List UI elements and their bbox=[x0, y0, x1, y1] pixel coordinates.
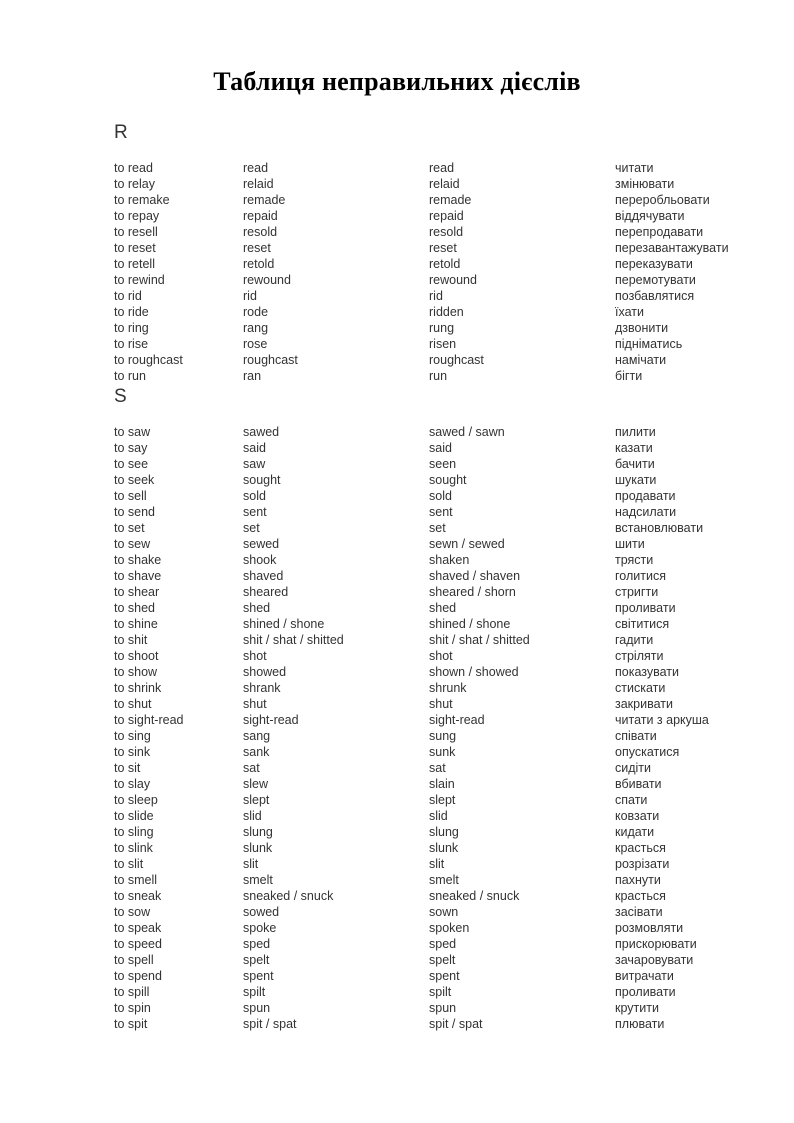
table-row bbox=[0, 696, 794, 712]
past-simple-cell: rang bbox=[243, 321, 269, 335]
past-simple-cell: rewound bbox=[243, 273, 291, 287]
past-simple-cell: resold bbox=[243, 225, 278, 239]
infinitive-cell: to send bbox=[114, 505, 156, 519]
translation-cell: закривати bbox=[615, 697, 673, 711]
past-participle-cell: slid bbox=[429, 809, 448, 823]
table-row bbox=[0, 568, 794, 584]
translation-cell: стискати bbox=[615, 681, 666, 695]
table-row bbox=[0, 936, 794, 952]
past-participle-cell: sheared / shorn bbox=[429, 585, 516, 599]
translation-cell: прискорювати bbox=[615, 937, 697, 951]
table-row bbox=[0, 336, 794, 352]
translation-cell: проливати bbox=[615, 601, 676, 615]
infinitive-cell: to retell bbox=[114, 257, 155, 271]
table-row bbox=[0, 456, 794, 472]
infinitive-cell: to sing bbox=[114, 729, 151, 743]
table-row bbox=[0, 488, 794, 504]
translation-cell: голитися bbox=[615, 569, 666, 583]
past-simple-cell: smelt bbox=[243, 873, 273, 887]
translation-cell: встановлювати bbox=[615, 521, 704, 535]
past-simple-cell: roughcast bbox=[243, 353, 298, 367]
translation-cell: підніматись bbox=[615, 337, 683, 351]
translation-cell: надсилати bbox=[615, 505, 677, 519]
past-participle-cell: relaid bbox=[429, 177, 460, 191]
past-participle-cell: retold bbox=[429, 257, 461, 271]
past-participle-cell: roughcast bbox=[429, 353, 484, 367]
translation-cell: витрачати bbox=[615, 969, 674, 983]
past-participle-cell: shined / shone bbox=[429, 617, 511, 631]
past-simple-cell: slit bbox=[243, 857, 259, 871]
table-row bbox=[0, 240, 794, 256]
translation-cell: розмовляти bbox=[615, 921, 684, 935]
translation-cell: намічати bbox=[615, 353, 667, 367]
table-row bbox=[0, 256, 794, 272]
past-participle-cell: risen bbox=[429, 337, 457, 351]
past-simple-cell: sped bbox=[243, 937, 271, 951]
past-simple-cell: shrank bbox=[243, 681, 281, 695]
translation-cell: сидіти bbox=[615, 761, 652, 775]
infinitive-cell: to smell bbox=[114, 873, 158, 887]
infinitive-cell: to roughcast bbox=[114, 353, 183, 367]
past-participle-cell: shaken bbox=[429, 553, 470, 567]
infinitive-cell: to sow bbox=[114, 905, 151, 919]
past-participle-cell: sold bbox=[429, 489, 452, 503]
infinitive-cell: to slay bbox=[114, 777, 151, 791]
infinitive-cell: to show bbox=[114, 665, 158, 679]
past-participle-cell: remade bbox=[429, 193, 472, 207]
table-row bbox=[0, 840, 794, 856]
infinitive-cell: to slink bbox=[114, 841, 153, 855]
translation-cell: позбавлятися bbox=[615, 289, 695, 303]
past-participle-cell: repaid bbox=[429, 209, 464, 223]
verb-table-s bbox=[0, 424, 794, 1032]
infinitive-cell: to spell bbox=[114, 953, 154, 967]
past-simple-cell: slung bbox=[243, 825, 273, 839]
past-participle-cell: sawed / sawn bbox=[429, 425, 505, 439]
translation-cell: переробльовати bbox=[615, 193, 710, 207]
infinitive-cell: to repay bbox=[114, 209, 160, 223]
table-row bbox=[0, 952, 794, 968]
infinitive-cell: to shrink bbox=[114, 681, 162, 695]
past-participle-cell: sought bbox=[429, 473, 467, 487]
past-participle-cell: spun bbox=[429, 1001, 457, 1015]
past-simple-cell: sought bbox=[243, 473, 281, 487]
past-participle-cell: sight-read bbox=[429, 713, 485, 727]
table-row bbox=[0, 520, 794, 536]
translation-cell: шити bbox=[615, 537, 645, 551]
past-participle-cell: set bbox=[429, 521, 446, 535]
infinitive-cell: to slide bbox=[114, 809, 154, 823]
translation-cell: вбивати bbox=[615, 777, 662, 791]
translation-cell: читати з аркуша bbox=[615, 713, 709, 727]
table-row bbox=[0, 664, 794, 680]
past-simple-cell: sank bbox=[243, 745, 270, 759]
past-participle-cell: rewound bbox=[429, 273, 477, 287]
infinitive-cell: to shit bbox=[114, 633, 148, 647]
past-participle-cell: reset bbox=[429, 241, 457, 255]
section-letter-s: S bbox=[114, 386, 127, 407]
past-participle-cell: spilt bbox=[429, 985, 452, 999]
translation-cell: їхати bbox=[615, 305, 644, 319]
infinitive-cell: to sit bbox=[114, 761, 141, 775]
past-participle-cell: shed bbox=[429, 601, 457, 615]
table-row bbox=[0, 904, 794, 920]
past-participle-cell: slung bbox=[429, 825, 459, 839]
table-row bbox=[0, 584, 794, 600]
table-row bbox=[0, 872, 794, 888]
past-simple-cell: shut bbox=[243, 697, 267, 711]
table-row bbox=[0, 472, 794, 488]
translation-cell: світитися bbox=[615, 617, 670, 631]
past-participle-cell: shrunk bbox=[429, 681, 467, 695]
translation-cell: кидати bbox=[615, 825, 655, 839]
table-row bbox=[0, 1016, 794, 1032]
past-participle-cell: sat bbox=[429, 761, 446, 775]
table-row bbox=[0, 632, 794, 648]
past-participle-cell: run bbox=[429, 369, 448, 383]
past-simple-cell: remade bbox=[243, 193, 286, 207]
page-title: Таблиця неправильних дієслів bbox=[213, 67, 581, 96]
translation-cell: переказувати bbox=[615, 257, 693, 271]
infinitive-cell: to shear bbox=[114, 585, 160, 599]
infinitive-cell: to spin bbox=[114, 1001, 151, 1015]
past-simple-cell: rid bbox=[243, 289, 257, 303]
infinitive-cell: to shave bbox=[114, 569, 162, 583]
infinitive-cell: to sleep bbox=[114, 793, 158, 807]
infinitive-cell: to ring bbox=[114, 321, 149, 335]
past-participle-cell: spit / spat bbox=[429, 1017, 483, 1031]
translation-cell: бігти bbox=[615, 369, 643, 383]
table-row bbox=[0, 648, 794, 664]
table-row bbox=[0, 744, 794, 760]
infinitive-cell: to shed bbox=[114, 601, 156, 615]
table-row bbox=[0, 984, 794, 1000]
past-simple-cell: slid bbox=[243, 809, 262, 823]
table-row bbox=[0, 920, 794, 936]
infinitive-cell: to shoot bbox=[114, 649, 159, 663]
infinitive-cell: to run bbox=[114, 369, 146, 383]
past-simple-cell: showed bbox=[243, 665, 287, 679]
infinitive-cell: to sink bbox=[114, 745, 151, 759]
past-participle-cell: sunk bbox=[429, 745, 456, 759]
infinitive-cell: to saw bbox=[114, 425, 151, 439]
infinitive-cell: to relay bbox=[114, 177, 155, 191]
translation-cell: опускатися bbox=[615, 745, 680, 759]
translation-cell: гадити bbox=[615, 633, 654, 647]
past-simple-cell: spun bbox=[243, 1001, 271, 1015]
past-simple-cell: shook bbox=[243, 553, 277, 567]
table-row bbox=[0, 824, 794, 840]
infinitive-cell: to slit bbox=[114, 857, 144, 871]
past-participle-cell: shit / shat / shitted bbox=[429, 633, 530, 647]
table-row bbox=[0, 616, 794, 632]
table-row bbox=[0, 176, 794, 192]
past-participle-cell: said bbox=[429, 441, 452, 455]
past-simple-cell: spent bbox=[243, 969, 274, 983]
infinitive-cell: to see bbox=[114, 457, 149, 471]
infinitive-cell: to sew bbox=[114, 537, 151, 551]
infinitive-cell: to rewind bbox=[114, 273, 165, 287]
translation-cell: крутити bbox=[615, 1001, 659, 1015]
infinitive-cell: to sling bbox=[114, 825, 154, 839]
translation-cell: показувати bbox=[615, 665, 680, 679]
table-row bbox=[0, 536, 794, 552]
past-participle-cell: shaved / shaven bbox=[429, 569, 521, 583]
past-participle-cell: slunk bbox=[429, 841, 459, 855]
past-participle-cell: slit bbox=[429, 857, 445, 871]
table-row bbox=[0, 968, 794, 984]
translation-cell: красться bbox=[615, 889, 666, 903]
infinitive-cell: to speak bbox=[114, 921, 162, 935]
infinitive-cell: to set bbox=[114, 521, 145, 535]
past-simple-cell: spilt bbox=[243, 985, 266, 999]
infinitive-cell: to sell bbox=[114, 489, 147, 503]
past-simple-cell: shaved bbox=[243, 569, 284, 583]
translation-cell: красться bbox=[615, 841, 666, 855]
table-row bbox=[0, 320, 794, 336]
translation-cell: спати bbox=[615, 793, 648, 807]
table-row bbox=[0, 304, 794, 320]
past-participle-cell: spent bbox=[429, 969, 460, 983]
past-participle-cell: sped bbox=[429, 937, 457, 951]
past-simple-cell: sewed bbox=[243, 537, 280, 551]
infinitive-cell: to rise bbox=[114, 337, 149, 351]
translation-cell: перемотувати bbox=[615, 273, 696, 287]
section-letter-r: R bbox=[114, 122, 128, 143]
translation-cell: змінювати bbox=[615, 177, 675, 191]
past-simple-cell: set bbox=[243, 521, 260, 535]
translation-cell: бачити bbox=[615, 457, 655, 471]
translation-cell: стріляти bbox=[615, 649, 664, 663]
infinitive-cell: to shine bbox=[114, 617, 158, 631]
past-simple-cell: ran bbox=[243, 369, 262, 383]
past-participle-cell: spelt bbox=[429, 953, 456, 967]
translation-cell: дзвонити bbox=[615, 321, 669, 335]
past-simple-cell: sawed bbox=[243, 425, 280, 439]
past-simple-cell: shined / shone bbox=[243, 617, 325, 631]
table-row bbox=[0, 288, 794, 304]
table-row bbox=[0, 600, 794, 616]
past-simple-cell: reset bbox=[243, 241, 271, 255]
table-row bbox=[0, 424, 794, 440]
infinitive-cell: to speed bbox=[114, 937, 162, 951]
past-participle-cell: slain bbox=[429, 777, 455, 791]
translation-cell: продавати bbox=[615, 489, 676, 503]
past-simple-cell: spit / spat bbox=[243, 1017, 297, 1031]
past-simple-cell: sowed bbox=[243, 905, 280, 919]
infinitive-cell: to ride bbox=[114, 305, 149, 319]
table-row bbox=[0, 1000, 794, 1016]
past-participle-cell: read bbox=[429, 161, 455, 175]
past-simple-cell: spelt bbox=[243, 953, 270, 967]
translation-cell: ковзати bbox=[615, 809, 660, 823]
infinitive-cell: to reset bbox=[114, 241, 156, 255]
table-row bbox=[0, 712, 794, 728]
past-participle-cell: shot bbox=[429, 649, 453, 663]
translation-cell: читати bbox=[615, 161, 654, 175]
past-simple-cell: slept bbox=[243, 793, 270, 807]
past-simple-cell: sang bbox=[243, 729, 271, 743]
verb-table-r bbox=[0, 160, 794, 384]
infinitive-cell: to say bbox=[114, 441, 148, 455]
translation-cell: казати bbox=[615, 441, 653, 455]
past-participle-cell: sown bbox=[429, 905, 459, 919]
infinitive-cell: to spill bbox=[114, 985, 150, 999]
translation-cell: розрізати bbox=[615, 857, 670, 871]
past-simple-cell: shit / shat / shitted bbox=[243, 633, 344, 647]
table-row bbox=[0, 808, 794, 824]
infinitive-cell: to remake bbox=[114, 193, 170, 207]
infinitive-cell: to spend bbox=[114, 969, 162, 983]
past-simple-cell: spoke bbox=[243, 921, 277, 935]
table-row bbox=[0, 888, 794, 904]
past-simple-cell: said bbox=[243, 441, 266, 455]
past-participle-cell: spoken bbox=[429, 921, 470, 935]
past-participle-cell: shown / showed bbox=[429, 665, 519, 679]
table-row bbox=[0, 680, 794, 696]
translation-cell: співати bbox=[615, 729, 657, 743]
translation-cell: трясти bbox=[615, 553, 654, 567]
translation-cell: перепродавати bbox=[615, 225, 704, 239]
infinitive-cell: to seek bbox=[114, 473, 155, 487]
table-row bbox=[0, 856, 794, 872]
past-participle-cell: seen bbox=[429, 457, 457, 471]
past-simple-cell: sat bbox=[243, 761, 260, 775]
past-simple-cell: rode bbox=[243, 305, 269, 319]
past-simple-cell: relaid bbox=[243, 177, 274, 191]
table-row bbox=[0, 160, 794, 176]
past-simple-cell: sent bbox=[243, 505, 267, 519]
past-simple-cell: read bbox=[243, 161, 269, 175]
infinitive-cell: to rid bbox=[114, 289, 142, 303]
past-participle-cell: sent bbox=[429, 505, 453, 519]
table-row bbox=[0, 224, 794, 240]
past-simple-cell: sneaked / snuck bbox=[243, 889, 334, 903]
past-participle-cell: slept bbox=[429, 793, 456, 807]
infinitive-cell: to sight-read bbox=[114, 713, 184, 727]
translation-cell: засівати bbox=[615, 905, 663, 919]
past-simple-cell: slew bbox=[243, 777, 269, 791]
table-row bbox=[0, 352, 794, 368]
past-participle-cell: shut bbox=[429, 697, 453, 711]
past-simple-cell: shed bbox=[243, 601, 271, 615]
infinitive-cell: to shut bbox=[114, 697, 152, 711]
past-simple-cell: sold bbox=[243, 489, 266, 503]
table-row bbox=[0, 760, 794, 776]
table-row bbox=[0, 272, 794, 288]
table-row bbox=[0, 440, 794, 456]
table-row bbox=[0, 792, 794, 808]
past-participle-cell: sewn / sewed bbox=[429, 537, 505, 551]
translation-cell: віддячувати bbox=[615, 209, 685, 223]
translation-cell: проливати bbox=[615, 985, 676, 999]
past-simple-cell: retold bbox=[243, 257, 275, 271]
past-simple-cell: repaid bbox=[243, 209, 278, 223]
table-row bbox=[0, 368, 794, 384]
past-simple-cell: saw bbox=[243, 457, 266, 471]
table-row bbox=[0, 208, 794, 224]
table-row bbox=[0, 192, 794, 208]
past-simple-cell: slunk bbox=[243, 841, 273, 855]
table-row bbox=[0, 728, 794, 744]
past-simple-cell: shot bbox=[243, 649, 267, 663]
table-row bbox=[0, 552, 794, 568]
past-participle-cell: sung bbox=[429, 729, 457, 743]
table-row bbox=[0, 776, 794, 792]
translation-cell: перезавантажувати bbox=[615, 241, 729, 255]
translation-cell: зачаровувати bbox=[615, 953, 694, 967]
past-simple-cell: rose bbox=[243, 337, 268, 351]
translation-cell: стригти bbox=[615, 585, 659, 599]
past-simple-cell: sheared bbox=[243, 585, 289, 599]
past-participle-cell: rid bbox=[429, 289, 443, 303]
table-row bbox=[0, 504, 794, 520]
translation-cell: пилити bbox=[615, 425, 656, 439]
translation-cell: пахнути bbox=[615, 873, 661, 887]
infinitive-cell: to sneak bbox=[114, 889, 162, 903]
infinitive-cell: to spit bbox=[114, 1017, 148, 1031]
past-participle-cell: resold bbox=[429, 225, 464, 239]
past-simple-cell: sight-read bbox=[243, 713, 299, 727]
translation-cell: шукати bbox=[615, 473, 657, 487]
past-participle-cell: rung bbox=[429, 321, 455, 335]
translation-cell: плювати bbox=[615, 1017, 665, 1031]
infinitive-cell: to shake bbox=[114, 553, 162, 567]
infinitive-cell: to resell bbox=[114, 225, 158, 239]
past-participle-cell: sneaked / snuck bbox=[429, 889, 520, 903]
past-participle-cell: smelt bbox=[429, 873, 459, 887]
past-participle-cell: ridden bbox=[429, 305, 464, 319]
infinitive-cell: to read bbox=[114, 161, 153, 175]
